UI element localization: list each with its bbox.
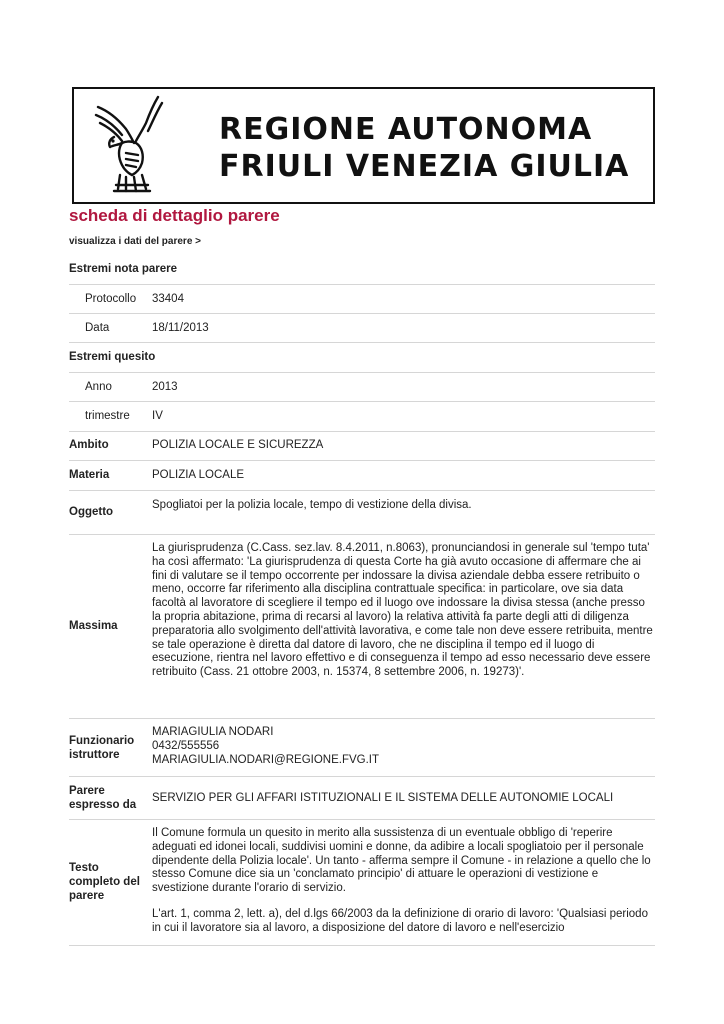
divider [69, 490, 655, 491]
oggetto-label: Oggetto [69, 506, 114, 518]
ambito-value: POLIZIA LOCALE E SICUREZZA [152, 439, 324, 451]
header-banner [72, 87, 655, 204]
section-estremi-quesito: Estremi quesito [69, 351, 156, 363]
divider [69, 284, 655, 285]
massima-label: Massima [69, 620, 118, 632]
divider [69, 401, 655, 402]
parere-label [69, 784, 136, 812]
parere-label-line2: espresso da [69, 799, 137, 811]
divider [69, 372, 655, 373]
funzionario-label [69, 734, 134, 762]
oggetto-value: Spogliatoi per la polizia locale, tempo di vestizione della divisa. [152, 499, 472, 511]
materia-value: POLIZIA LOCALE [152, 469, 245, 481]
massima-value: La giurisprudenza (C.Cass. sez.lav. 8.4.2011, n.8063), pronunciandosi in generale sul 'tempo tuta' ha così affermato: 'La giurisprudenza di questa Corte ha già avuto occasione di affermare che ai fini di valutare se il tempo occorrente per indossare la divisa aziendale debba essere retribuito o meno, occorre far riferimento alla disciplina contrattuale specifica: in particolare, ove sia data facoltà al lavoratore di scegliere il tempo ed il luogo ove indossare la divisa stessa (anche presso la propria abitazione, prima di recarsi al lavoro) la relativa attività fa parte degli atti di diligenza preparatoria allo svolgimento dell'attività lavorativa, e come tale non deve essere retribuita, mentre se tale operazione è diretta dal datore di lavoro, che ne disciplina il tempo ed il luogo di esecuzione, rientra nel lavoro effettivo e di conseguenza il tempo ad esso necessario deve essere retribuito (Cass. 21 ottobre 2003, n. 15374, 8 settembre 2006, n. 19273)'. [152, 542, 653, 679]
section-estremi-nota: Estremi nota parere [69, 263, 178, 275]
anno-value: 2013 [152, 381, 178, 393]
protocollo-label: Protocollo [85, 293, 137, 305]
funzionario-email[interactable]: MARIAGIULIA.NODARI@REGIONE.FVG.IT [152, 753, 380, 766]
page-title: scheda di dettaglio parere [69, 206, 280, 225]
testo-parere [152, 827, 655, 936]
testo-label-line2: completo del [69, 876, 140, 888]
region-title-line2: FRIULI VENEZIA GIULIA [219, 149, 630, 184]
trimestre-value: IV [152, 410, 163, 422]
divider [69, 534, 655, 535]
divider [69, 431, 655, 432]
testo-label [69, 861, 140, 903]
eagle-emblem-icon [92, 93, 172, 199]
testo-paragraph-1: Il Comune formula un quesito in merito alla sussistenza di un eventuale obbligo di 'reperire adeguati ed idonei locali, suddivisi uomini e donne, da adibire a locali spogliatoio per il personale dipendente della Polizia locale'. Un tanto - afferma sempre il Comune - in relazione a quello che lo stesso Comune dice sia un 'conclamato principio' di attuare le operazioni di vestizione e svestizione durante l'orario di servizio. [152, 827, 651, 895]
testo-paragraph-2: L'art. 1, comma 2, lett. a), del d.lgs 66/2003 da la definizione di orario di lavoro: 'Qualsiasi periodo in cui il lavoratore sia al lavoro, a disposizione del datore di lavoro e nell'esercizio [152, 907, 648, 934]
funzionario-info [152, 726, 379, 767]
testo-label-line1: Testo [69, 862, 99, 874]
materia-label: Materia [69, 469, 110, 481]
parere-value: SERVIZIO PER GLI AFFARI ISTITUZIONALI E IL SISTEMA DELLE AUTONOMIE LOCALI [152, 792, 614, 804]
anno-label: Anno [85, 381, 112, 393]
parere-label-line1: Parere [69, 785, 105, 797]
divider [69, 342, 655, 343]
ambito-label: Ambito [69, 439, 109, 451]
divider [69, 819, 655, 820]
divider [69, 776, 655, 777]
view-parere-link[interactable]: visualizza i dati del parere > [69, 236, 202, 247]
protocollo-value: 33404 [152, 293, 184, 305]
funzionario-phone: 0432/555556 [152, 739, 220, 752]
region-title [219, 111, 629, 185]
divider [69, 313, 655, 314]
funzionario-label-line1: Funzionario [69, 735, 135, 747]
divider [69, 718, 655, 719]
funzionario-name: MARIAGIULIA NODARI [152, 726, 274, 738]
data-label: Data [85, 322, 110, 334]
testo-label-line3: parere [69, 890, 105, 902]
data-value: 18/11/2013 [152, 322, 209, 334]
region-title-line1: REGIONE AUTONOMA [219, 112, 593, 147]
divider [69, 945, 655, 946]
funzionario-label-line2: istruttore [69, 749, 120, 761]
trimestre-label: trimestre [85, 410, 130, 422]
divider [69, 460, 655, 461]
